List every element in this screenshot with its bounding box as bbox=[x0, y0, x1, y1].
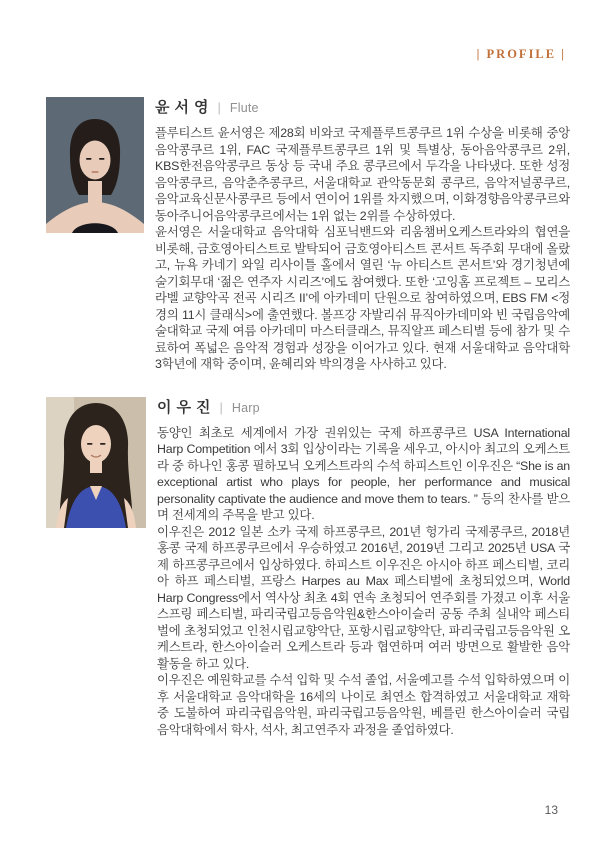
instrument-label: Flute bbox=[229, 101, 259, 115]
profile-header-label: | PROFILE | bbox=[476, 47, 566, 61]
photo-column bbox=[46, 97, 144, 233]
lee-woojin-photo bbox=[46, 397, 146, 528]
right-eye bbox=[99, 158, 105, 160]
bio-column bbox=[155, 97, 570, 373]
photo-column bbox=[46, 397, 146, 528]
bio-paragraph: 이우진은 예원학교를 수석 입학 및 수석 졸업, 서울예고를 수석 입학하였으며 이후 서울대학교 음악대학을 16세의 나이로 최연소 합격하였고 서울대학교 재학중 도불하여 파리국립음악원, 파리국립고등음악원, 베를린 한스아이슬러 국립음악대학에서 학사, 석사, 최고연주자 과정을 졸업하였다. bbox=[157, 673, 570, 737]
right-eye bbox=[100, 443, 106, 445]
bio-text bbox=[155, 125, 570, 373]
left-eye bbox=[87, 443, 93, 445]
yoon-seoyoung-photo bbox=[46, 97, 144, 233]
profile-yoon-seoyoung bbox=[46, 97, 570, 373]
bio-paragraph: 이우진은 2012 일본 소카 국제 하프콩쿠르, 201년 헝가리 국제콩쿠르, 2018년 홍콩 국제 하프콩쿠르에서 우승하였고 2016년, 2019년 그리고 2025년 USA 국제 하프콩쿠르에서 입상하였다. 하피스트 이우진은 아시아 하프 페스티벌, 코리아 하프 페스티벌, 프랑스 Harpes au Max 페스티벌에 초청되었으며, World Harp Congress에서 역사상 최초 4회 연속 초청되어 연주회를 가졌고 이후 서울 스프링 페스티벌, 파리국립고등음악원&한스아이슬러 공동 주최 실내악 페스티벌에 초청되었고 인천시립교향악단, 포항시립교향악단, 파리국립고등음악원 오케스트라, 한스아이슬러 오케스트라 등과 협연하며 여러 방면으로 활발한 음악 활동을 하고 있다. bbox=[157, 524, 570, 671]
profile-lee-woojin bbox=[46, 397, 570, 739]
profile-section-header bbox=[477, 47, 566, 62]
bio-paragraph: 윤서영은 서울대학교 음악대학 심포닉밴드와 리움챔버오케스트라와의 협연을 비롯해, 금호영아티스트로 발탁되어 금호영아티스트 콘서트 독주회 무대에 올랐고, 뉴욕 카네기 와일 리사이틀 홀에서 열린 ‘뉴 아티스트 콘서트’와 경기청년예술기회무대 ‘젊은 연주자 시리즈’에도 참여했다. 또한 ‘고잉홈 프로젝트 – 모리스 라벨 교향악곡 전곡 시리즈 II’에 아카데미 단원으로 참여하였으며, EBS FM <정경의 11시 클래식>에 출연했다. 볼프강 자발리쉬 뮤직아카데미와 빈 국립음악예술대학교 국제 여름 아카데미 마스터클래스, 뮤직알프 페스티벌 등에 참가 및 수료하여 폭넓은 음악적 경험과 성장을 이어가고 있다. 현재 서울대학교 음악대학 3학년에 재학 중이며, 윤혜리와 박의경을 사사하고 있다. bbox=[155, 225, 570, 371]
musician-name: 이우진 bbox=[157, 398, 216, 416]
name-instrument-divider: | bbox=[219, 399, 223, 415]
bio-text bbox=[157, 425, 570, 739]
musician-name-row bbox=[155, 99, 570, 117]
lips bbox=[92, 171, 99, 173]
page-number: 13 bbox=[544, 803, 558, 817]
musician-name: 윤서영 bbox=[155, 99, 214, 116]
bio-paragraph: 동양인 최초로 세계에서 가장 권위있는 국제 하프콩쿠르 USA International Harp Competition 에서 3회 입상이라는 기록을 세우고, 아시아 최고의 오케스트라 중 하나인 홍콩 필하모닉 오케스트라의 수석 하피스트인 이우진은 “She is an exceptional artist who plays for people, her performance and musical personality captivate the audience and move them to tears. ” 등의 찬사를 받으며 전세계의 주목을 받고 있다. bbox=[157, 425, 570, 522]
name-instrument-divider: | bbox=[217, 100, 221, 115]
instrument-label: Harp bbox=[231, 400, 260, 415]
musician-name-row bbox=[157, 399, 570, 417]
bio-column bbox=[157, 397, 570, 739]
left-eye bbox=[86, 158, 92, 160]
bio-paragraph: 플루티스트 윤서영은 제28회 비와코 국제플루트콩쿠르 1위 수상을 비롯해 중앙음악콩쿠르 1위, FAC 국제플루트콩쿠르 1위 및 특별상, 동아음악콩쿠르 2위, KBS한전음악콩쿠르 동상 등 국내 주요 콩쿠르에서 두각을 나타냈다. 또한 성정음악콩쿠르, 음악춘추콩쿠르, 서울대학교 관악동문회 콩쿠르, 음악저널콩쿠르, 음악교육신문사콩쿠르 등에서 연이어 1위를 차지했으며, 이화경향음악콩쿠르와 동아주니어음악콩쿠르에서는 1위 없는 2위를 수상하였다. bbox=[155, 126, 570, 223]
neck bbox=[88, 181, 102, 203]
face bbox=[80, 141, 111, 180]
